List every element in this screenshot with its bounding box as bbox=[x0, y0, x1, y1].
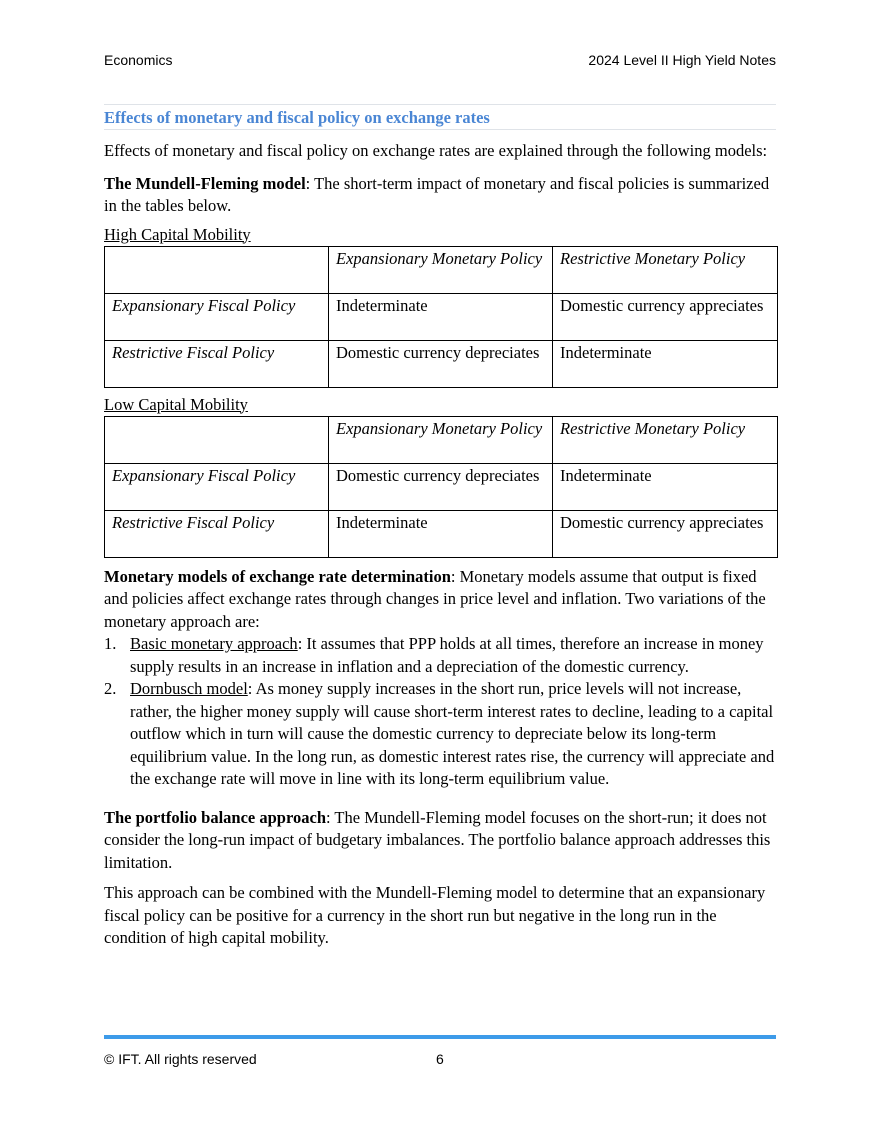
page-number: 6 bbox=[436, 1051, 444, 1067]
list-text: : It assumes that PPP holds at all times, therefore an increase in money supply results in an increase in inflation and a depreciation of the domestic currency. bbox=[130, 634, 764, 676]
column-header: Restrictive Monetary Policy bbox=[553, 416, 778, 463]
footer-rule bbox=[104, 1035, 776, 1039]
table-row bbox=[105, 293, 778, 340]
portfolio-balance-text: : The Mundell-Fleming model focuses on the short-run; it does not consider the long-run impact of budgetary imbalances. The portfolio balance approach addresses this limitation. bbox=[104, 807, 771, 872]
table-cell: Indeterminate bbox=[329, 510, 553, 557]
column-header: Expansionary Monetary Policy bbox=[329, 246, 553, 293]
list-number: 2. bbox=[104, 679, 117, 698]
portfolio-balance-term: The portfolio balance approach bbox=[104, 807, 327, 827]
row-header: Expansionary Fiscal Policy bbox=[105, 293, 329, 340]
footer-copyright: © IFT. All rights reserved bbox=[104, 1051, 257, 1067]
header-subject: Economics bbox=[104, 52, 173, 68]
table-cell: Domestic currency depreciates bbox=[329, 340, 553, 387]
list-term: Basic monetary approach bbox=[130, 634, 298, 653]
column-header: Expansionary Monetary Policy bbox=[329, 416, 553, 463]
table-header-row bbox=[105, 416, 778, 463]
list-item bbox=[104, 678, 776, 791]
table-cell: Indeterminate bbox=[553, 340, 778, 387]
row-header: Expansionary Fiscal Policy bbox=[105, 463, 329, 510]
header-doc-title: 2024 Level II High Yield Notes bbox=[588, 52, 776, 68]
monetary-models-paragraph bbox=[104, 566, 776, 634]
intro-paragraph: Effects of monetary and fiscal policy on exchange rates are explained through the following models: bbox=[104, 141, 768, 160]
table-row bbox=[105, 510, 778, 557]
list-text: : As money supply increases in the short run, price levels will not increase, rather, the higher money supply will cause short-term interest rates to decline, leading to a capital outflow which in turn will cause the domestic currency to depreciate below its long-term equilibrium value. In the long run, as domestic interest rates rise, the currency will appreciate and the exchange rate will move in line with its long-term equilibrium value. bbox=[130, 679, 775, 788]
high-mobility-table bbox=[104, 246, 778, 388]
row-header: Restrictive Fiscal Policy bbox=[105, 340, 329, 387]
table-cell: Domestic currency appreciates bbox=[553, 510, 778, 557]
page-content bbox=[104, 104, 776, 950]
table-cell: Domestic currency appreciates bbox=[553, 293, 778, 340]
closing-paragraph: This approach can be combined with the Mundell-Fleming model to determine that an expansionary fiscal policy can be positive for a currency in the short run but negative in the long run in the condition of high capital mobility. bbox=[104, 883, 766, 947]
mundell-fleming-paragraph bbox=[104, 173, 776, 218]
row-header: Restrictive Fiscal Policy bbox=[105, 510, 329, 557]
table-corner-cell bbox=[105, 246, 329, 293]
list-item bbox=[104, 633, 776, 678]
table-cell: Domestic currency depreciates bbox=[329, 463, 553, 510]
table-row bbox=[105, 340, 778, 387]
low-mobility-table bbox=[104, 416, 778, 558]
table-corner-cell bbox=[105, 416, 329, 463]
table-row bbox=[105, 463, 778, 510]
column-header: Restrictive Monetary Policy bbox=[553, 246, 778, 293]
portfolio-balance-paragraph bbox=[104, 807, 776, 875]
low-mobility-label: Low Capital Mobility bbox=[104, 394, 248, 414]
monetary-models-term: Monetary models of exchange rate determination bbox=[104, 566, 451, 586]
mundell-fleming-term: The Mundell-Fleming model bbox=[104, 173, 306, 193]
table-cell: Indeterminate bbox=[329, 293, 553, 340]
section-title: Effects of monetary and fiscal policy on exchange rates bbox=[104, 104, 776, 130]
list-number: 1. bbox=[104, 634, 117, 653]
monetary-models-text: : Monetary models assume that output is fixed and policies affect exchange rates through changes in price level and inflation. Two variations of the monetary approach are: bbox=[104, 566, 766, 631]
mundell-fleming-text: : The short-term impact of monetary and fiscal policies is summarized in the tables below. bbox=[104, 173, 770, 215]
table-header-row bbox=[105, 246, 778, 293]
table-cell: Indeterminate bbox=[553, 463, 778, 510]
high-mobility-label: High Capital Mobility bbox=[104, 224, 251, 244]
monetary-approach-list bbox=[104, 633, 776, 791]
list-term: Dornbusch model bbox=[130, 679, 248, 698]
